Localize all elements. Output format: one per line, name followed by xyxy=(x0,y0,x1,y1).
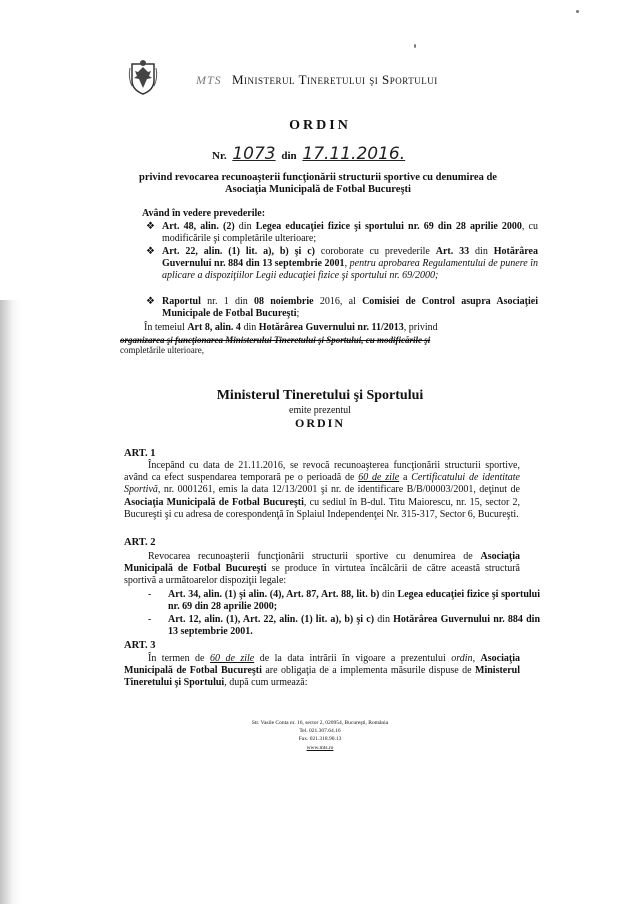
ministry-name: Ministerul Tineretului şi Sportului xyxy=(232,72,438,87)
scan-speck xyxy=(414,44,416,48)
emitter-order-title: ORDIN xyxy=(294,416,345,430)
considering-item-1: ❖ Art. 48, alin. (2) din Legea educaţiei fizice şi sportului nr. 69 din 28 aprilie 2000, cu modificările şi completările ulterioare; xyxy=(146,221,538,245)
considering-intro: Având în vedere prevederile: xyxy=(142,208,266,219)
legal-basis-line2: organizarea şi funcţionarea Ministerului Tineretului şi Sportului, cu modificările şi xyxy=(120,335,431,345)
dash-bullet: - xyxy=(148,589,152,600)
diamond-bullet-icon: ❖ xyxy=(146,296,155,307)
order-date-handwritten: 17.11.2016. xyxy=(302,144,406,164)
scan-speck xyxy=(576,10,579,13)
footer-tel: Tel. 021.307.64.16 xyxy=(299,728,341,734)
legal-basis-line3: completările ulterioare, xyxy=(120,345,204,355)
mts-logo: MTS xyxy=(196,73,222,87)
considering-item-3: ❖ Raportul nr. 1 din 08 noiembrie 2016, al Comisiei de Control asupra Asociaţiei Municipale de Fotbal Bucureşti; xyxy=(146,296,539,320)
order-subject: privind revocarea recunoaşterii funcţionării structurii sportive cu denumirea de Asociaţia Municipală de Fotbal Bucureşti xyxy=(139,172,497,195)
footer-fax: Fax. 021.318.90.13 xyxy=(298,736,342,742)
din-label: din xyxy=(281,150,297,162)
diamond-bullet-icon: ❖ xyxy=(146,246,155,257)
legal-basis: În temeiul Art 8, alin. 4 din Hotărârea Guvernului nr. 11/2013, privind xyxy=(144,322,438,333)
emitter-emits: emite prezentul xyxy=(289,405,351,416)
document-header xyxy=(126,58,596,98)
considering-item-2: ❖ Art. 22, alin. (1) lit. a), b) şi c) coroborate cu prevederile Art. 33 din Hotărârea Guvernului nr. 884 din 13 septembrie 2001, pentru aprobarea Regulamentului de punere în aplicare a dispoziţiilor Legii educaţiei fizice şi sportului nr. 69/2000; xyxy=(146,246,539,282)
article-2-label: ART. 2 xyxy=(124,537,156,548)
article-1-text: Începând cu data de 21.11.2016, se revocă recunoaşterea funcţionării structurii sportive, având ca efect suspendarea temporară pe o perioadă de 60 de zile a Certificatului de identitate Sportivă, nr. 0001261, emis la data 12/13/2001 şi nr. de identificare B/B/00003/2001, deţinut de Asociaţia Municipală de Fotbal Bucureşti, cu sediul în B-dul. Titu Maiorescu, nr. 15, sector 2, Bucureşti şi cu adresa de corespondenţă în Splaiul Independenţei Nr. 315-317, Sector 6, Bucureşti. xyxy=(124,460,520,520)
footer-website: www.mts.ro xyxy=(306,745,334,751)
dash-bullet: - xyxy=(148,614,152,625)
order-title: ORDIN xyxy=(289,118,351,133)
article-2-item-1: - Art. 34, alin. (1) şi alin. (4), Art. 87, Art. 88, lit. b) din Legea educaţiei fizice şi sportului nr. 69 din 28 aprilie 2000; xyxy=(148,589,541,613)
nr-label: Nr. xyxy=(212,150,227,162)
order-number-line xyxy=(212,144,408,164)
order-number-handwritten: 1073 xyxy=(232,144,276,164)
emitter-name: Ministerul Tineretului şi Sportului xyxy=(216,388,424,403)
article-1-label: ART. 1 xyxy=(124,448,156,459)
article-3-text: În termen de 60 de zile de la data intrării în vigoare a prezentului ordin, Asociaţia Municipală de Fotbal Bucureşti are obligaţia de a implementa măsurile dispuse de Ministerul Tineretului şi Sportului, după cum urmează: xyxy=(124,653,521,689)
romania-coat-of-arms-icon xyxy=(126,58,160,96)
footer-address: Str. Vasile Conta nr. 16, sector 2, 020954, Bucureşti, România xyxy=(251,720,389,726)
article-2-text: Revocarea recunoaşterii funcţionării structurii sportive cu denumirea de Asociaţia Municipală de Fotbal Bucureşti se produce în virtutea încălcării de către această structură sportivă a următoarelor dispoziţii legale: xyxy=(124,551,520,587)
diamond-bullet-icon: ❖ xyxy=(146,221,155,232)
article-2-item-2: - Art. 12, alin. (1), Art. 22, alin. (1) lit. a), b) şi c) din Hotărârea Guvernului nr. 884 din 13 septembrie 2001. xyxy=(148,614,541,638)
article-3-label: ART. 3 xyxy=(124,640,156,651)
